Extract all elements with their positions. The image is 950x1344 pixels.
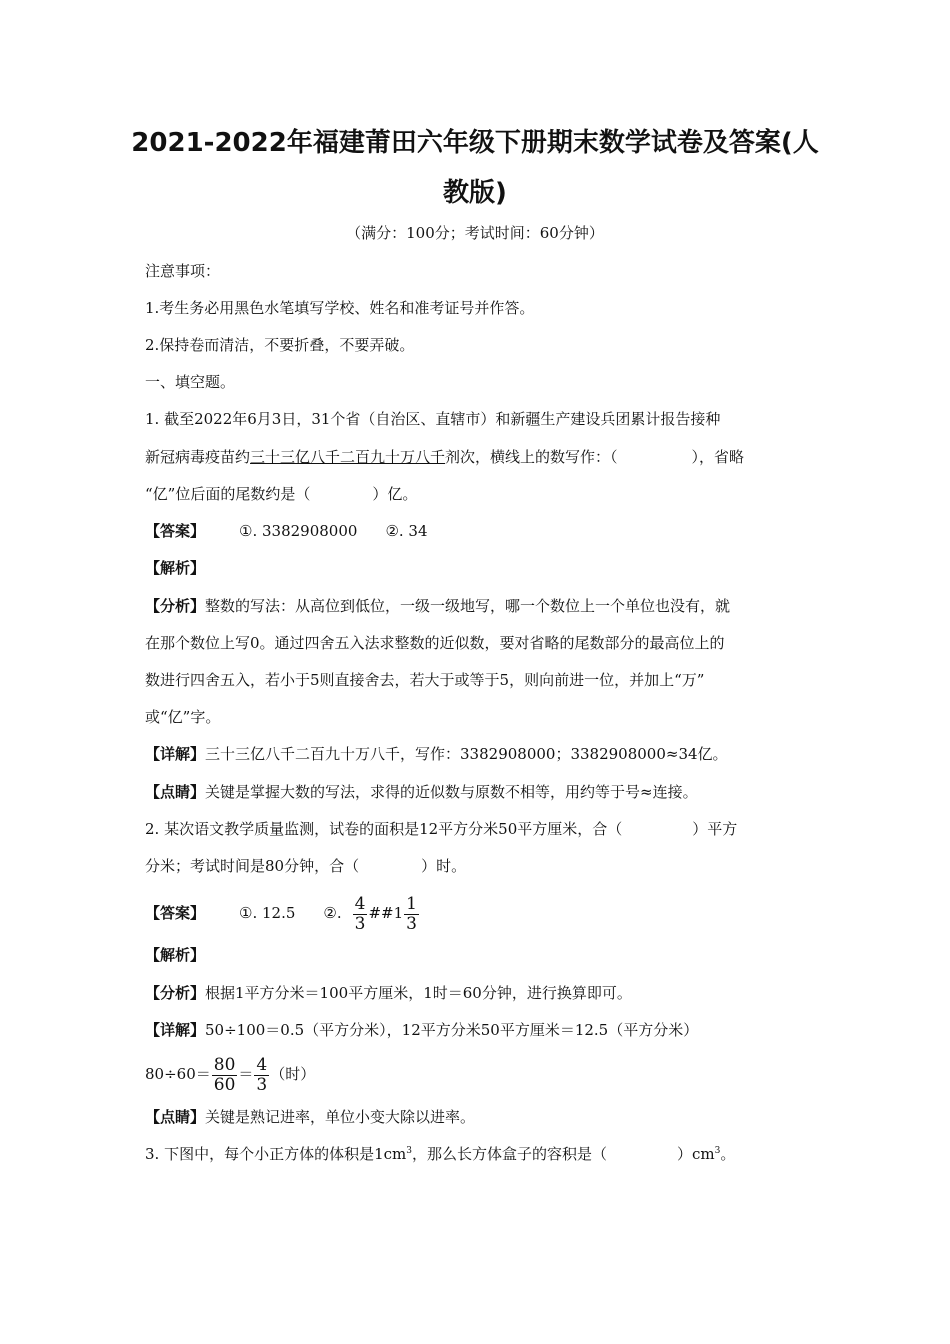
q1-xiangjie-text: 三十三亿八千二百九十万八千，写作：3382908000；3382908000≈34亿。 — [205, 745, 728, 763]
q2-xiangjie-text: 50÷100＝0.5（平方分米），12平方分米50平方厘米＝12.5（平方分米） — [205, 1021, 699, 1039]
q2-dianjing-tag: 【点睛】 — [145, 1108, 206, 1126]
q2-jiexi-tag: 【解析】 — [145, 946, 206, 964]
q3-line1 — [145, 1143, 810, 1165]
document-title-line1: 2021-2022年福建莆田六年级下册期末数学试卷及答案(人 — [131, 128, 819, 158]
q2-answer-1: ①. 12.5 — [239, 904, 296, 922]
q2-dianjing-text: 关键是熟记进率，单位小变大除以进率。 — [205, 1108, 476, 1126]
notice-item-2: 2.保持卷而清洁，不要折叠，不要弄破。 — [145, 336, 415, 354]
q1-answer-1: ①. 3382908000 — [239, 522, 358, 540]
q1-answer-tag: 【答案】 — [145, 522, 206, 540]
q3-sup-1: 3 — [406, 1146, 412, 1156]
q1-text-3a: “亿”位后面的尾数约是（ — [145, 485, 311, 503]
q2-calculation — [145, 1052, 810, 1096]
q1-text-2b: 剂次，横线上的数写作：（ — [445, 448, 618, 466]
q3-text-d: 。 — [720, 1145, 736, 1163]
notice-item-1: 1.考生务必用黑色水笔填写学校、姓名和准考证号并作答。 — [145, 299, 535, 317]
q2-xiangjie-tag: 【详解】 — [145, 1021, 206, 1039]
q1-fenxi-line4: 或“亿”字。 — [145, 708, 221, 726]
q2-dianjing — [145, 1106, 810, 1128]
q2-answer-2-prefix: ②. — [323, 904, 342, 922]
q1-fenxi-line2: 在那个数位上写0。通过四舍五入法求整数的近似数，要对省略的尾数部分的最高位上的 — [145, 634, 725, 652]
exam-subtitle: （满分：100分；考试时间：60分钟） — [346, 224, 604, 242]
q2-text-2a: 分米；考试时间是80分钟，合（ — [145, 857, 360, 875]
notice-heading: 注意事项： — [145, 262, 221, 280]
q1-dianjing — [145, 781, 810, 803]
q2-fenxi-text: 根据1平方分米＝100平方厘米，1时＝60分钟，进行换算即可。 — [205, 984, 632, 1002]
q2-text-2b: ）时。 — [421, 857, 467, 875]
q1-text-2c: ），省略 — [691, 448, 745, 466]
q2-fenxi — [145, 982, 810, 1004]
q1-fenxi-tag: 【分析】 — [145, 597, 206, 615]
q3-text-c: ）cm — [677, 1145, 715, 1163]
q3-sup-2: 3 — [714, 1146, 721, 1156]
q2-xiangjie — [145, 1019, 810, 1041]
q2-text-1b: ）平方 — [692, 820, 738, 838]
q3-text-b: ，那么长方体盒子的容积是（ — [411, 1145, 607, 1163]
q1-text-3b: ）亿。 — [372, 485, 418, 503]
q2-line2 — [145, 855, 810, 877]
q2-calc-suffix: （时） — [270, 1065, 316, 1083]
q2-answer-tag: 【答案】 — [145, 904, 206, 922]
document-title-line2: 教版) — [443, 178, 507, 208]
q1-line2 — [145, 446, 810, 468]
q1-fenxi-text-1: 整数的写法：从高位到低位，一级一级地写，哪一个数位上一个单位也没有，就 — [205, 597, 731, 615]
q1-line3 — [145, 483, 810, 505]
q3-text-a: 3. 下图中，每个小正方体的体积是1cm — [145, 1145, 407, 1163]
q2-calc-fraction-1: $\frac{80}{60}$ — [213, 1054, 236, 1095]
q2-line1 — [145, 818, 810, 840]
q1-text-2a: 新冠病毒疫苗约 — [145, 448, 251, 466]
q1-fenxi-line1 — [145, 595, 810, 617]
q2-calc-prefix: 80÷60＝ — [145, 1065, 211, 1083]
q2-answer-separator: ##1 — [368, 904, 404, 922]
q1-line1 — [145, 408, 810, 430]
q2-fenxi-tag: 【分析】 — [145, 984, 206, 1002]
q2-calc-equals: ＝ — [238, 1065, 254, 1083]
section-heading-fill-blank: 一、填空题。 — [145, 373, 236, 391]
q1-underlined-number: 三十三亿八千二百九十万八千 — [250, 448, 446, 466]
q1-xiangjie-tag: 【详解】 — [145, 745, 206, 763]
q1-xiangjie — [145, 743, 810, 765]
q1-answer — [145, 520, 810, 542]
q2-answer-fraction-a: $\frac{4}{3}$ — [354, 893, 366, 934]
q1-jiexi — [145, 557, 810, 579]
q1-answer-2: ②. 34 — [385, 522, 428, 540]
q1-jiexi-tag: 【解析】 — [145, 559, 206, 577]
q2-answer-fraction-b: $\frac{1}{3}$ — [406, 893, 417, 934]
q1-fenxi-line3: 数进行四舍五入，若小于5则直接舍去，若大于或等于5，则向前进一位，并加上“万” — [145, 671, 705, 689]
q2-calc-fraction-2: $\frac{4}{3}$ — [256, 1054, 268, 1095]
q2-answer — [145, 893, 810, 934]
q1-dianjing-text: 关键是掌握大数的写法，求得的近似数与原数不相等，用约等于号≈连接。 — [205, 783, 698, 801]
q1-text-1: 1. 截至2022年6月3日，31个省（自治区、直辖市）和新疆生产建设兵团累计报告接种 — [145, 410, 721, 428]
q2-text-1a: 2. 某次语文教学质量监测，试卷的面积是12平方分米50平方厘米，合（ — [145, 820, 623, 838]
q1-dianjing-tag: 【点睛】 — [145, 783, 206, 801]
q2-jiexi — [145, 944, 810, 966]
